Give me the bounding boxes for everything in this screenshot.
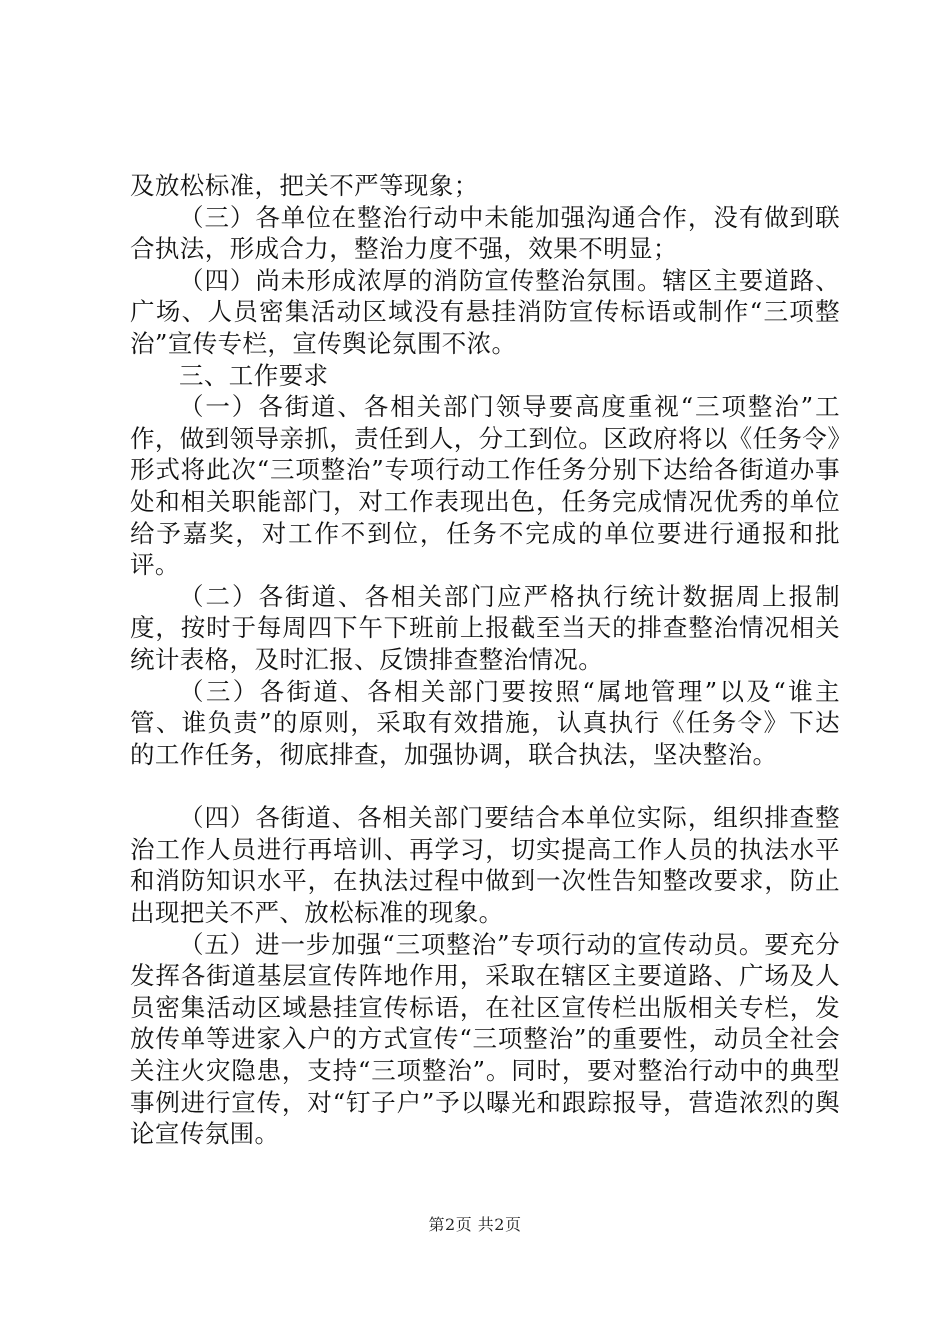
paragraph-continuation: 及放松标准，把关不严等现象； [130, 171, 479, 200]
page-footer [0, 1212, 950, 1235]
paragraph-requirement-4: （四）各街道、各相关部门要结合本单位实际，组织排查整治工作人员进行再培训、再学习，切实提高工作人员的执法水平和消防知识水平，在执法过程中做到一次性告知整改要求，防止出现把关不严、放松标准的现象。 [130, 803, 840, 928]
page-number-label: 第2页 共2页 [428, 1215, 522, 1234]
paragraph-requirement-1: （一）各街道、各相关部门领导要高度重视“三项整治”工作，做到领导亲抓，责任到人，分工到位。区政府将以《任务令》形式将此次“三项整治”专项行动工作任务分别下达给各街道办事处和相关职能部门，对工作表现出色，任务完成情况优秀的单位给予嘉奖，对工作不到位，任务不完成的单位要进行通报和批评。 [130, 392, 840, 580]
section-heading-work-requirements: 三、工作要求 [179, 360, 329, 390]
paragraph-item-4: （四）尚未形成浓厚的消防宣传整治氛围。辖区主要道路、广场、人员密集活动区域没有悬挂消防宣传标语或制作“三项整治”宣传专栏，宣传舆论氛围不浓。 [130, 265, 840, 358]
paragraph-requirement-3: （三）各街道、各相关部门要按照“属地管理”以及“谁主管、谁负责”的原则，采取有效措施，认真执行《任务令》下达的工作任务，彻底排查，加强协调，联合执法，坚决整治。 [130, 676, 840, 769]
paragraph-requirement-5: （五）进一步加强“三项整治”专项行动的宣传动员。要充分发挥各街道基层宣传阵地作用，采取在辖区主要道路、广场及人员密集活动区域悬挂宣传标语，在社区宣传栏出版相关专栏，发放传单等进家入户的方式宣传“三项整治”的重要性，动员全社会关注火灾隐患，支持“三项整治”。同时，要对整治行动中的典型事例进行宣传，对“钉子户”予以曝光和跟踪报导，营造浓烈的舆论宣传氛围。 [130, 929, 840, 1149]
document-body [130, 170, 840, 1150]
paragraph-item-3: （三）各单位在整治行动中未能加强沟通合作，没有做到联合执法，形成合力，整治力度不强，效果不明显； [130, 202, 840, 264]
paragraph-requirement-2: （二）各街道、各相关部门应严格执行统计数据周上报制度，按时于每周四下午下班前上报截至当天的排查整治情况相关统计表格，及时汇报、反馈排查整治情况。 [130, 581, 840, 674]
